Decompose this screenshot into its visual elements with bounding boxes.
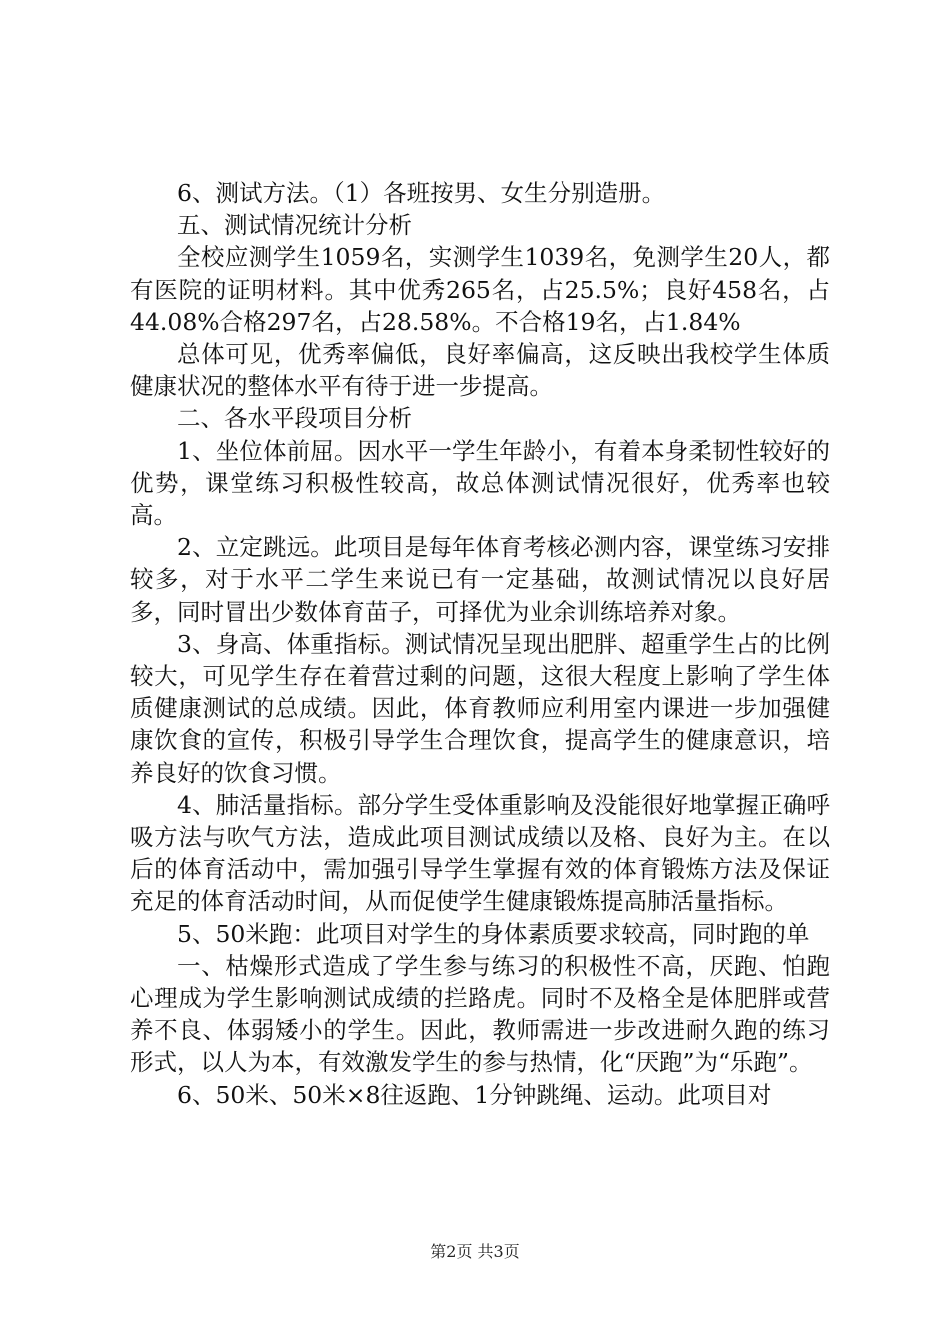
paragraph-height-weight: 3、身高、体重指标。测试情况呈现出肥胖、超重学生占的比例较大，可见学生存在着营过剩的问题，这很大程度上影响了学生体质健康测试的总成绩。因此，体育教师应利用室内课进一步加强健康饮食的宣传，积极引导学生合理饮食，提高学生的健康意识，培养良好的饮食习惯。 (130, 629, 830, 787)
paragraph-50m-run: 5、50米跑：此项目对学生的身体素质要求较高，同时跑的单 (177, 919, 810, 948)
heading-test-statistics: 五、测试情况统计分析 (177, 211, 412, 240)
paragraph-lung-capacity: 4、肺活量指标。部分学生受体重影响及没能很好地掌握正确呼吸方法与吹气方法，造成此项目测试成绩以及格、良好为主。在以后的体育活动中，需加强引导学生掌握有效的体育锻炼方法及保证充足的体育活动时间，从而促使学生健康锻炼提高肺活量指标。 (130, 790, 830, 916)
page-footer: 第2页 共3页 (430, 1242, 520, 1261)
heading-item-analysis: 二、各水平段项目分析 (177, 404, 412, 433)
document-body (130, 177, 830, 1111)
paragraph-sit-and-reach: 1、坐位体前屈。因水平一学生年龄小，有着本身柔韧性较好的优势，课堂练习积极性较高，故总体测试情况很好，优秀率也较高。 (130, 436, 830, 530)
paragraph-endurance-run: 一、枯燥形式造成了学生参与练习的积极性不高，厌跑、怕跑心理成为学生影响测试成绩的拦路虎。同时不及格全是体肥胖或营养不良、体弱矮小的学生。因此，教师需进一步改进耐久跑的练习形式，以人为本，有效激发学生的参与热情，化“厌跑”为“乐跑”。 (130, 951, 830, 1077)
paragraph-standing-long-jump: 2、立定跳远。此项目是每年体育考核必测内容，课堂练习安排较多，对于水平二学生来说已有一定基础，故测试情况以良好居多，同时冒出少数体育苗子，可择优为业余训练培养对象。 (130, 533, 830, 626)
paragraph-test-method: 6、测试方法。（1）各班按男、女生分别造册。 (177, 179, 666, 207)
paragraph-shuttle-run-rope: 6、50米、50米×8往返跑、1分钟跳绳、运动。此项目对 (177, 1080, 772, 1109)
paragraph-student-counts: 全校应测学生1059名，实测学生1039名，免测学生20人，都有医院的证明材料。其中优秀265名，占25.5%；良好458名，占44.08%合格297名，占28.58%。不合格19名，占1.84% (130, 243, 830, 336)
paragraph-overall-summary: 总体可见，优秀率偏低，良好率偏高，这反映出我校学生体质健康状况的整体水平有待于进一步提高。 (130, 340, 830, 401)
